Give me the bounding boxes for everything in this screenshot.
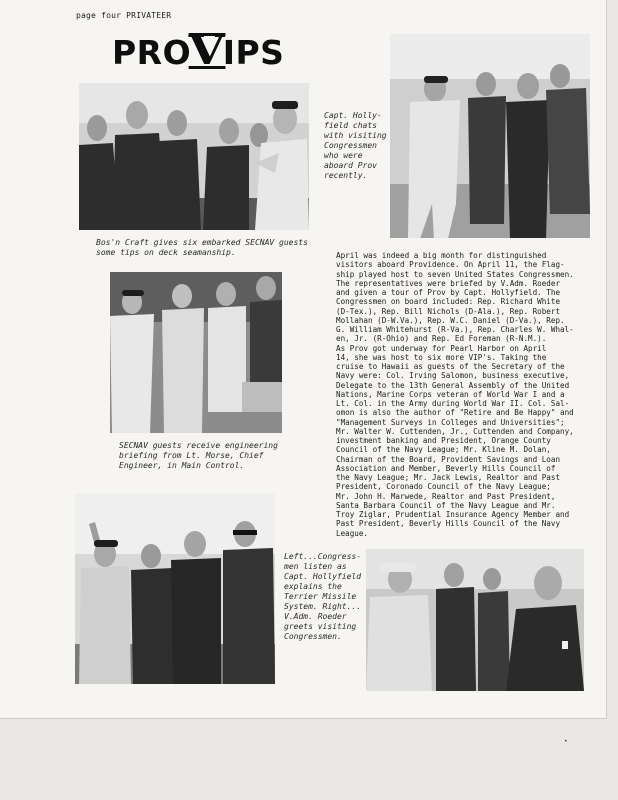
caption-line: greets visiting [284, 622, 357, 631]
title-prefix: PRO [112, 33, 192, 72]
photo-captain-chats [390, 34, 590, 238]
article-line: Chairman of the Board, Provident Savings and Loan [336, 454, 561, 464]
caption-photo-captain-chats [324, 111, 387, 181]
article-line: Nations, Marine Corps veteran of World War I and a [336, 389, 565, 399]
article-line: Council of the Navy League; Mr. Kline M. Dolan, [336, 445, 551, 455]
article-line: 14, she was host to six more VIP's. Taking the [336, 352, 547, 362]
article-line: Lt. Col. in the Army during World War II. Col. Sal- [336, 399, 570, 408]
page-mark-dot: • [564, 738, 568, 745]
article-line: Navy were: Col. Irving Salomon, business executive, [336, 371, 570, 381]
caption-line: Capt. Holly- [324, 111, 382, 120]
caption-line: Terrier Missile [284, 592, 357, 601]
article-line: "Management Surveys in Colleges and Universities"; [336, 417, 565, 427]
article-line: G. William Whitehurst (R-Va.), Rep. Charles W. Whal- [336, 325, 574, 334]
caption-line: explains the [284, 582, 342, 591]
article-line: Mollahan (D-W.Va.), Rep. W.C. Daniel (D-Va.), Rep. [336, 315, 565, 325]
running-header: page four PRIVATEER [76, 11, 172, 20]
caption-photo-terrier-missile [284, 552, 361, 642]
article-line: the Navy League; Mr. Jack Lewis, Realtor and Past [336, 473, 561, 482]
article-line: en, Jr. (R-Ohio) and Rep. Ed Foreman (R-N.M.). [336, 334, 547, 344]
article-line: Mr. John H. Marwede, Realtor and Past President, [336, 491, 556, 501]
article-line: Delegate to the 13th General Assembly of the United [336, 380, 570, 390]
caption-line: who were [324, 151, 363, 160]
caption-line: V.Adm. Roeder [284, 612, 347, 621]
caption-line: with visiting [324, 131, 387, 140]
article-line: omon is also the author of "Retire and Be Happy" and [336, 408, 574, 418]
article-line: Mr. Walter W. Cuttenden, Jr., Cuttenden and Company, [336, 426, 574, 436]
photo-deck-seamanship [79, 83, 309, 230]
title-suffix: IPS [222, 33, 285, 72]
caption-line: Engineer, in Main Control. [119, 461, 245, 470]
article-line: visitors aboard Providence. On April 11, the Flag- [336, 260, 565, 270]
article-line: and given a tour of Prov by Capt. Hollyfield. The [336, 288, 561, 297]
photo-engineering-briefing [110, 272, 282, 433]
caption-line: recently. [324, 171, 368, 180]
article-line: cruise to Hawaii as guests of the Secretary of the [336, 362, 565, 371]
caption-line: some tips on deck seamanship. [96, 248, 236, 257]
caption-line: aboard Prov [324, 161, 377, 170]
title-v-logo: V [188, 27, 226, 74]
article-line: As Prov got underway for Pearl Harbor on April [336, 343, 547, 353]
article-line: Past President, Beverly Hills Council of the Navy [336, 519, 561, 529]
caption-photo-deck-seamanship [96, 238, 308, 258]
caption-line: Bos'n Craft gives six embarked SECNAV guests [96, 238, 308, 247]
photo-terrier-missile [75, 494, 275, 684]
caption-line: field chats [324, 121, 377, 130]
caption-line: Capt. Hollyfield [284, 572, 362, 581]
article-line: Santa Barbara Council of the Navy League and Mr. [336, 500, 556, 510]
article-body [336, 251, 598, 538]
article-line: investment banking and President, Orange County [336, 436, 551, 445]
article-line: Association and Member, Beverly Hills Council of [336, 463, 556, 473]
caption-line: briefing from Lt. Morse, Chief [119, 451, 264, 460]
caption-line: System. Right... [284, 602, 362, 611]
article-line: The representatives were briefed by V.Adm. Roeder [336, 278, 561, 288]
article-line: April was indeed a big month for distinguished [336, 251, 547, 260]
caption-line: Left...Congress- [284, 552, 362, 561]
caption-line: Congressmen. [284, 632, 342, 641]
article-line: League. [336, 528, 369, 538]
article-line: Congressmen on board included: Rep. Richard White [336, 297, 561, 307]
article-line: (D-Tex.), Rep. Bill Nichols (D-Ala.), Rep. Robert [336, 306, 561, 316]
page-title [112, 27, 285, 74]
caption-photo-engineering-briefing [119, 441, 278, 471]
article-line: ship played host to seven United States Congressmen. [336, 269, 574, 279]
caption-line: SECNAV guests receive engineering [119, 441, 278, 450]
article-line: Troy Ziglar, Prudential Insurance Agency Member and [336, 510, 570, 519]
caption-line: Congressmen [324, 141, 377, 150]
article-line: President, Coronado Council of the Navy League; [336, 482, 551, 492]
caption-line: men listen as [284, 562, 347, 571]
photo-admiral-greets [366, 549, 584, 691]
